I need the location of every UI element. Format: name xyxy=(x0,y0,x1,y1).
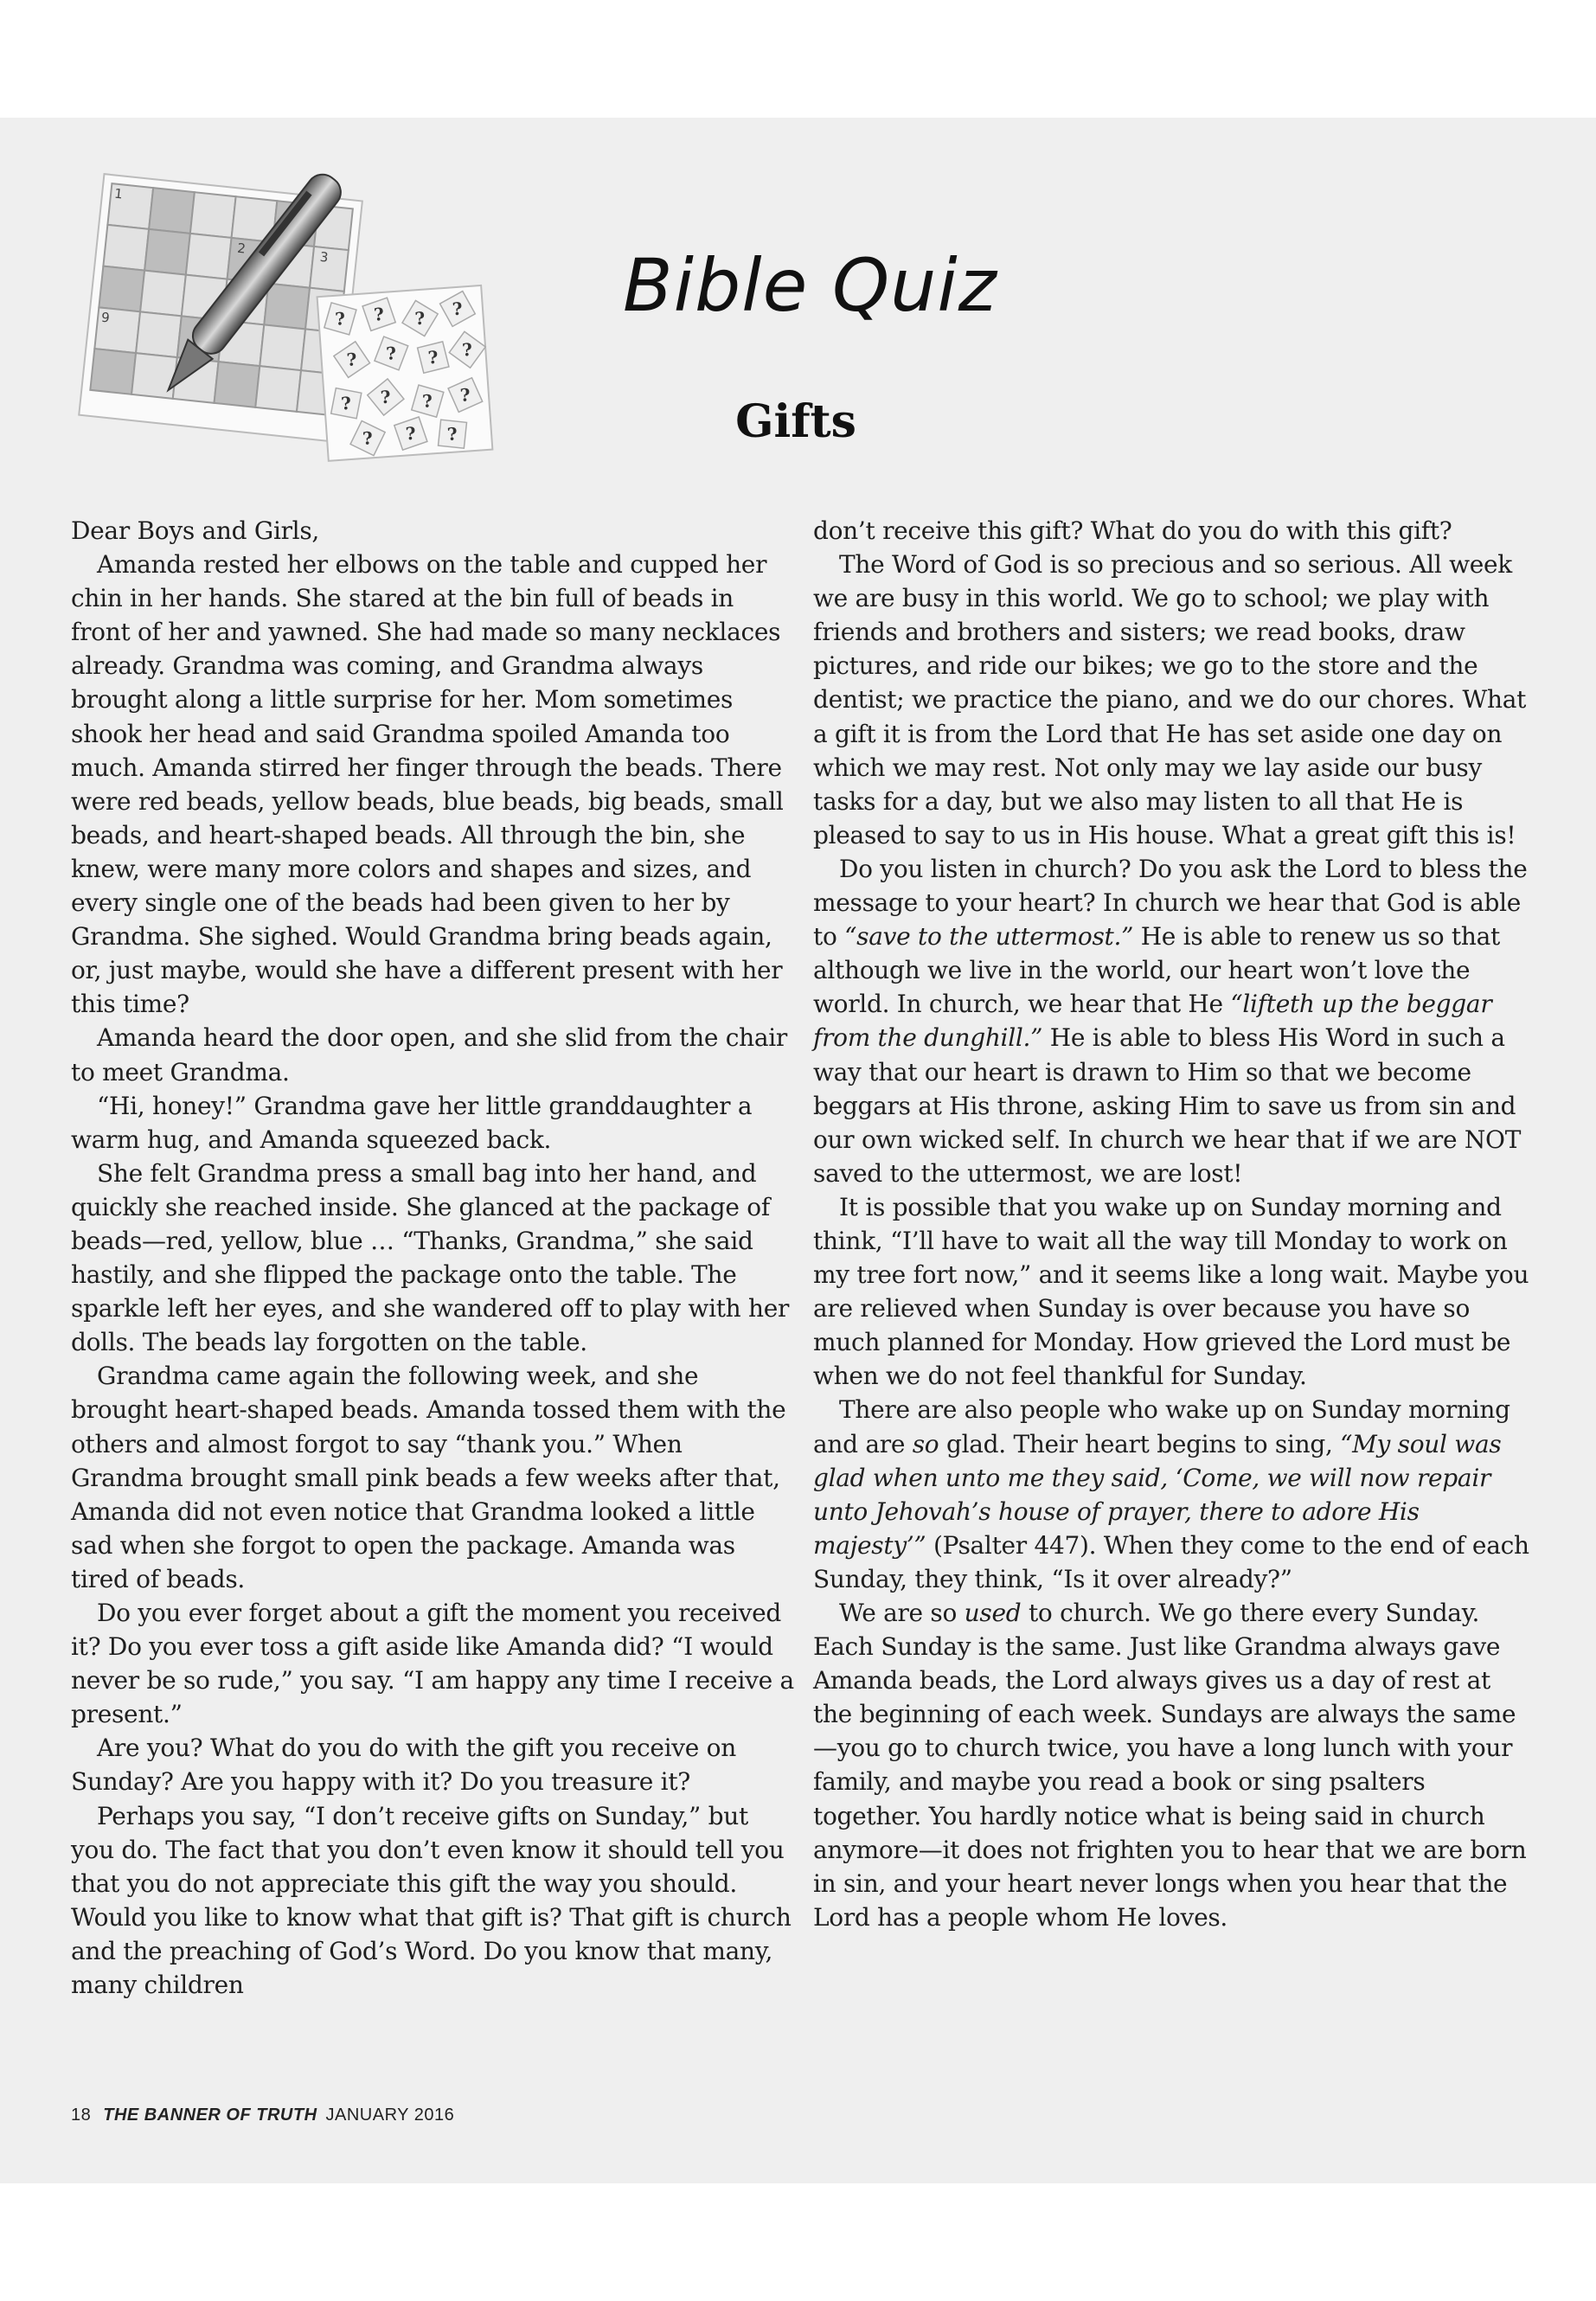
paragraph: Are you? What do you do with the gift you receive on Sunday? Are you happy with it? Do you treasure it? xyxy=(71,1734,736,1797)
svg-text:?: ? xyxy=(334,308,346,330)
svg-text:?: ? xyxy=(340,392,352,414)
quiz-title: Bible Quiz xyxy=(623,243,997,328)
article-column-right xyxy=(813,514,1536,1934)
svg-text:?: ? xyxy=(373,303,385,325)
svg-text:?: ? xyxy=(345,349,358,371)
grid-number: 9 xyxy=(100,309,111,326)
page-number: 18 xyxy=(71,2106,92,2125)
crossword-pencil-icon xyxy=(73,170,505,481)
svg-text:?: ? xyxy=(421,390,433,413)
svg-text:?: ? xyxy=(459,384,471,406)
svg-text:?: ? xyxy=(413,307,426,330)
paragraph: Perhaps you say, “I don’t receive gifts on Sunday,” but you do. The fact that you don’t even know it should tell you that you do not appreciate this gift the way you should. Would you like to know what that gift is? That gift is church and the preaching of God’s Word. Do you know that many, many children xyxy=(71,1801,792,2000)
svg-text:?: ? xyxy=(461,338,473,361)
scripture-quote: “save to the uttermost.” xyxy=(844,922,1134,952)
paragraph: It is possible that you wake up on Sunday morning and think, “I’ll have to wait all the way till Monday to work on my tree fort now,” and it seems like a long wait. Maybe you are relieved when Sunday is over because you have so much planned for Monday. How grieved the Lord must be when we do not feel thankful for Sunday. xyxy=(813,1192,1529,1391)
grid-number: 1 xyxy=(113,185,124,202)
article-title: Gifts xyxy=(735,395,856,448)
psalter-quote: “My soul was glad when unto me they said, ‘Come, we will now repair unto Jehovah’s house of prayer, there to adore His majesty’” xyxy=(813,1429,1502,1560)
svg-text:?: ? xyxy=(405,422,417,445)
emphasis: used xyxy=(964,1599,1022,1627)
paragraph: There are also people who wake up on Sunday morning and are so glad. Their heart begins to sing, “My soul was glad when unto me they said, ‘Come, we will now repair unto Jehovah’s house of prayer, there to adore His majesty’” (Psalter 447). When they come to the end of each Sunday, they think, “Is it over already?” xyxy=(813,1395,1529,1593)
svg-text:?: ? xyxy=(452,298,464,320)
paragraph: Do you listen in church? Do you ask the Lord to bless the message to your heart? In church we hear that God is able to “save to the uttermost.” He is able to renew us so that although we live in the world, our heart won’t love the world. In church, we hear that He “lifteth up the beggar from the dunghill.” He is able to bless His Word in such a way that our heart is drawn to Him so that we become beggars at His throne, asking Him to save us from sin and our own wicked self. In church we hear that if we are NOT saved to the uttermost, we are lost! xyxy=(813,854,1528,1188)
paragraph: Grandma came again the following week, and she brought heart-shaped beads. Amanda tossed them with the others and almost forgot to say “thank you.” When Grandma brought small pink beads a few weeks after that, Amanda did not even notice that Grandma looked a little sad when she forgot to open the package. Amanda was tired of beads. xyxy=(71,1362,786,1593)
svg-text:?: ? xyxy=(380,386,392,408)
paragraph: Amanda heard the door open, and she slid from the chair to meet Grandma. xyxy=(71,1023,787,1086)
paragraph: “Hi, honey!” Grandma gave her little granddaughter a warm hug, and Amanda squeezed back. xyxy=(71,1091,753,1154)
svg-text:?: ? xyxy=(362,427,374,449)
scripture-quote: “lifteth up the beggar from the dunghill.” xyxy=(813,990,1492,1053)
paragraph: She felt Grandma press a small bag into her hand, and quickly she reached inside. She glanced at the package of beads—red, yellow, blue … “Thanks, Grandma,” she said hastily, and she flipped the package onto the table. The sparkle left her eyes, and she wandered off to play with her dolls. The beads lay forgotten on the table. xyxy=(71,1158,790,1357)
page-footer xyxy=(71,2106,454,2125)
svg-text:?: ? xyxy=(385,343,397,364)
article-column-left xyxy=(71,514,794,2002)
paragraph-continued: don’t receive this gift? What do you do with this gift? xyxy=(813,516,1452,545)
issue-date: JANUARY 2016 xyxy=(325,2106,455,2125)
paragraph: We are so used to church. We go there every Sunday. Each Sunday is the same. Just like Grandma always gave Amanda beads, the Lord always gives us a day of rest at the beginning of each week. Sundays are always the same—you go to church twice, you have a long lunch with your family, and maybe you read a book or sing psalters together. You hardly notice what is being said in church anymore—it does not frighten you to hear that we are born in sin, and your heart never longs when you hear that the Lord has a people whom He loves. xyxy=(813,1599,1527,1932)
grid-number: 3 xyxy=(318,248,330,266)
emphasis: so xyxy=(912,1429,939,1458)
grid-number: 2 xyxy=(236,240,247,257)
publication-name: THE BANNER OF TRUTH xyxy=(103,2106,317,2125)
paragraph: The Word of God is so precious and so serious. All week we are busy in this world. We go to school; we play with friends and brothers and sisters; we read books, draw pictures, and ride our bikes; we go to the store and the dentist; we practice the piano, and we do our chores. What a gift it is from the Lord that He has set aside one day on which we may rest. Not only may we lay aside our busy tasks for a day, but we also may listen to all that He is pleased to say to us in His house. What a great gift this is! xyxy=(813,550,1527,849)
svg-text:?: ? xyxy=(446,423,458,445)
paragraph: Amanda rested her elbows on the table and cupped her chin in her hands. She stared at the bin full of beads in front of her and yawned. She had made so many necklaces already. Grandma was coming, and Grandma always brought along a little surprise for her. Mom sometimes shook her head and said Grandma spoiled Amanda too much. Amanda stirred her finger through the beads. There were red beads, yellow beads, blue beads, big beads, small beads, and heart-shaped beads. All through the bin, she knew, were many more colors and shapes and sizes, and every single one of the beads had been given to her by Grandma. She sighed. Would Grandma bring beads again, or, just maybe, would she have a different present with her this time? xyxy=(71,550,784,1019)
svg-text:?: ? xyxy=(426,346,439,369)
salutation: Dear Boys and Girls, xyxy=(71,516,320,545)
paragraph: Do you ever forget about a gift the moment you received it? Do you ever toss a gift aside like Amanda did? “I would never be so rude,” you say. “I am happy any time I receive a present.” xyxy=(71,1599,794,1729)
